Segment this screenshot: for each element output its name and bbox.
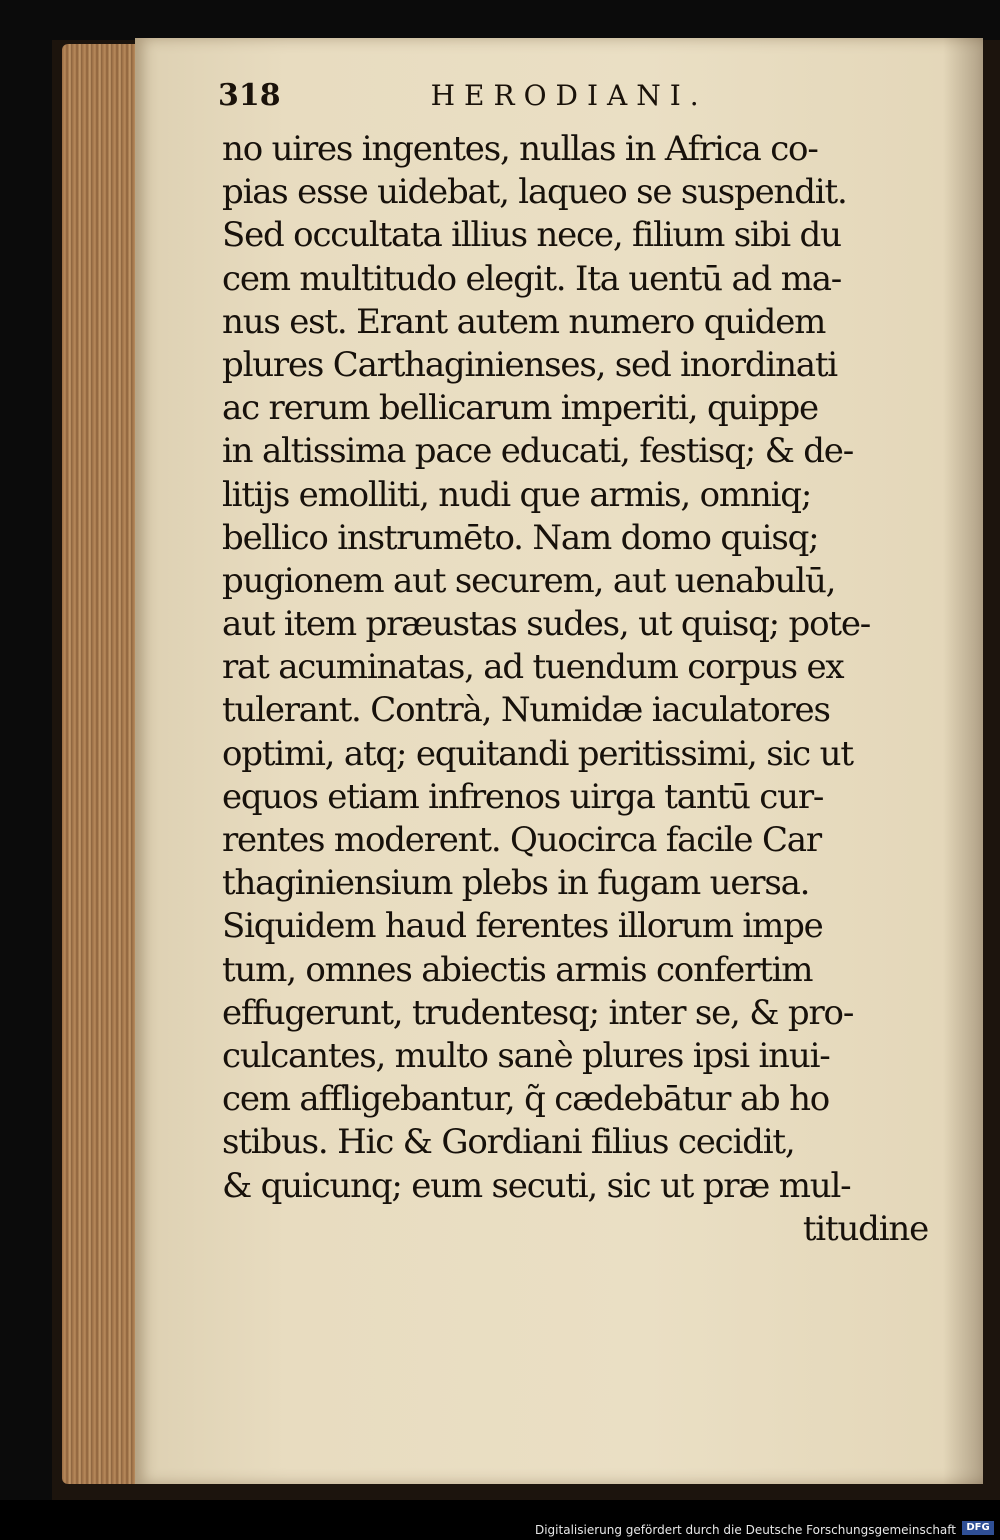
- text-line: ac rerum bellicarum imperiti, quippe: [222, 388, 818, 429]
- text-line: effugerunt, trudentesq; inter se, & pro-: [222, 992, 854, 1033]
- text-line: pias esse uidebat, laqueo se suspendit.: [222, 172, 847, 213]
- body-text: [222, 128, 962, 1251]
- text-line: in altissima pace educati, festisq; & de-: [222, 431, 854, 472]
- text-line: Siquidem haud ferentes illorum impe: [222, 906, 823, 947]
- text-line: & quicunq; eum secuti, sic ut præ mul-: [222, 1165, 851, 1206]
- running-head: HERODIANI.: [430, 79, 708, 112]
- text-line: no uires ingentes, nullas in Africa co-: [222, 129, 818, 169]
- text-line: cem multitudo elegit. Ita uentū ad ma-: [222, 258, 842, 299]
- funding-credit: Digitalisierung gefördert durch die Deutsche Forschungsgemeinschaft: [534, 1523, 956, 1537]
- text-line: culcantes, multo sanè plures ipsi inui-: [222, 1035, 830, 1076]
- text-line: rentes moderent. Quocirca facile Car: [222, 820, 821, 860]
- text-line: aut item præustas sudes, ut quisq; pote-: [222, 604, 871, 645]
- text-line: equos etiam infrenos uirga tantū cur-: [222, 776, 824, 817]
- text-line: tum, omnes abiectis armis confertim: [222, 949, 813, 990]
- text-line: optimi, atq; equitandi peritissimi, sic ut: [222, 733, 853, 774]
- text-line: stibus. Hic & Gordiani filius cecidit,: [222, 1122, 795, 1163]
- text-line: rat acuminatas, ad tuendum corpus ex: [222, 647, 844, 688]
- text-line: tulerant. Contrà, Numidæ iaculatores: [222, 690, 830, 731]
- dfg-logo: DFG: [962, 1521, 994, 1535]
- text-line: litijs emolliti, nudi que armis, omniq;: [222, 474, 812, 515]
- page-number: 318: [218, 78, 281, 113]
- text-line: Sed occultata illius nece, filium sibi du: [222, 215, 841, 256]
- text-line: nus est. Erant autem numero quidem: [222, 301, 826, 342]
- text-line: thaginiensium plebs in fugam uersa.: [222, 863, 810, 904]
- catchword: titudine: [802, 1208, 928, 1249]
- page-header: [218, 78, 858, 118]
- text-line: plures Carthaginienses, sed inordinati: [222, 344, 837, 385]
- text-line: bellico instrumēto. Nam domo quisq;: [222, 517, 819, 558]
- text-line: pugionem aut securem, aut uenabulū,: [222, 560, 836, 601]
- text-line: cem affligebantur, q̃ cædebātur ab ho: [222, 1079, 830, 1120]
